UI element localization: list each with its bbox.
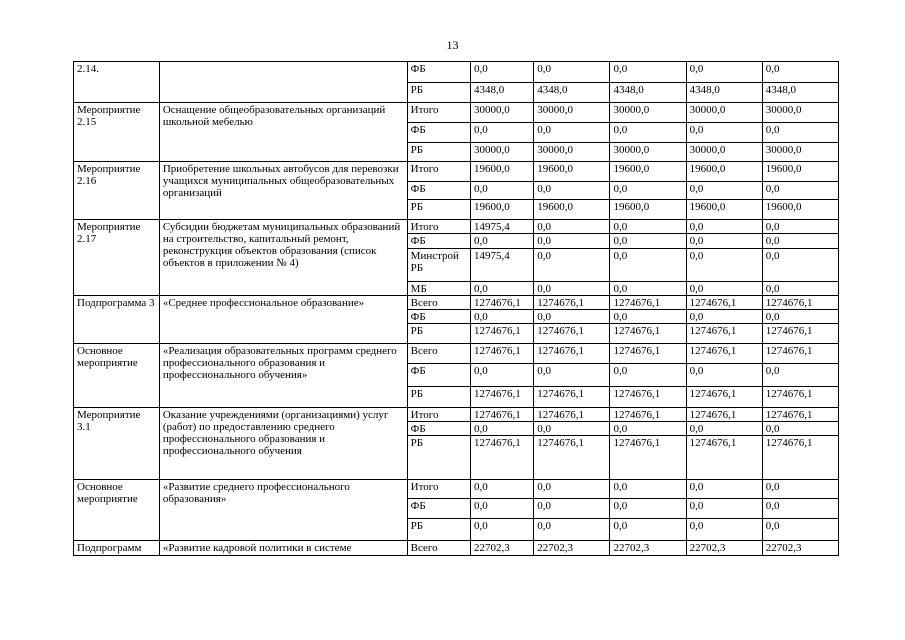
value-cell: 1274676,1 <box>686 296 762 310</box>
value-cell: 0,0 <box>762 249 838 282</box>
value-cell: 1274676,1 <box>470 408 533 422</box>
source-cell: Итого <box>407 162 470 182</box>
program-name-cell: «Реализация образовательных программ среднего профессионального образования и профессионального обучения» <box>159 344 407 408</box>
program-name-cell: «Развитие среднего профессионального образования» <box>159 480 407 541</box>
value-cell: 0,0 <box>686 249 762 282</box>
value-cell: 0,0 <box>610 422 686 436</box>
value-cell: 0,0 <box>686 62 762 83</box>
program-name-cell: «Среднее профессиональное образование» <box>159 296 407 344</box>
value-cell: 30000,0 <box>610 103 686 123</box>
value-cell: 0,0 <box>762 234 838 249</box>
value-cell: 1274676,1 <box>686 344 762 364</box>
value-cell: 1274676,1 <box>610 296 686 310</box>
value-cell: 1274676,1 <box>470 296 533 310</box>
source-cell: РБ <box>407 324 470 344</box>
value-cell: 22702,3 <box>470 541 533 556</box>
program-code-cell: Мероприятие 3.1 <box>74 408 160 480</box>
value-cell: 30000,0 <box>762 143 838 162</box>
value-cell: 0,0 <box>534 282 610 296</box>
value-cell: 22702,3 <box>610 541 686 556</box>
value-cell: 1274676,1 <box>762 344 838 364</box>
value-cell: 0,0 <box>610 123 686 143</box>
value-cell: 1274676,1 <box>762 324 838 344</box>
value-cell: 0,0 <box>610 62 686 83</box>
value-cell: 1274676,1 <box>534 408 610 422</box>
value-cell: 4348,0 <box>686 83 762 103</box>
value-cell: 0,0 <box>762 422 838 436</box>
value-cell: 0,0 <box>686 499 762 519</box>
source-cell: Всего <box>407 296 470 310</box>
source-cell: РБ <box>407 200 470 220</box>
value-cell: 1274676,1 <box>762 436 838 480</box>
value-cell: 0,0 <box>610 519 686 541</box>
value-cell: 0,0 <box>534 480 610 499</box>
value-cell: 0,0 <box>686 282 762 296</box>
source-cell: Итого <box>407 480 470 499</box>
value-cell: 4348,0 <box>610 83 686 103</box>
source-cell: ФБ <box>407 234 470 249</box>
value-cell: 14975,4 <box>470 249 533 282</box>
source-cell: ФБ <box>407 123 470 143</box>
source-cell: РБ <box>407 143 470 162</box>
value-cell: 1274676,1 <box>610 408 686 422</box>
program-name-cell: Оснащение общеобразовательных организаций школьной мебелью <box>159 103 407 162</box>
value-cell: 14975,4 <box>470 220 533 234</box>
value-cell: 4348,0 <box>470 83 533 103</box>
value-cell: 30000,0 <box>470 143 533 162</box>
value-cell: 0,0 <box>762 220 838 234</box>
value-cell: 1274676,1 <box>470 344 533 364</box>
value-cell: 1274676,1 <box>534 344 610 364</box>
value-cell: 30000,0 <box>534 143 610 162</box>
value-cell: 19600,0 <box>470 200 533 220</box>
value-cell: 0,0 <box>686 310 762 324</box>
value-cell: 0,0 <box>610 480 686 499</box>
source-cell: Всего <box>407 541 470 556</box>
value-cell: 19600,0 <box>610 200 686 220</box>
table-row <box>74 103 839 123</box>
value-cell: 0,0 <box>762 364 838 387</box>
value-cell: 0,0 <box>534 234 610 249</box>
value-cell: 1274676,1 <box>762 408 838 422</box>
value-cell: 0,0 <box>686 480 762 499</box>
value-cell: 0,0 <box>762 123 838 143</box>
value-cell: 0,0 <box>470 310 533 324</box>
value-cell: 0,0 <box>762 499 838 519</box>
program-name-cell: Оказание учреждениями (организациями) услуг (работ) по предоставлению среднего профессионального образования и профессионального обучения <box>159 408 407 480</box>
value-cell: 0,0 <box>534 220 610 234</box>
program-code-cell: Подпрограмма 3 <box>74 296 160 344</box>
value-cell: 1274676,1 <box>686 408 762 422</box>
value-cell: 1274676,1 <box>470 324 533 344</box>
value-cell: 1274676,1 <box>610 324 686 344</box>
value-cell: 4348,0 <box>762 83 838 103</box>
source-cell: Итого <box>407 220 470 234</box>
budget-table <box>73 61 839 556</box>
program-code-cell: Подпрограмм <box>74 541 160 556</box>
program-name-cell: «Развитие кадровой политики в системе <box>159 541 407 556</box>
value-cell: 30000,0 <box>534 103 610 123</box>
value-cell: 0,0 <box>610 499 686 519</box>
value-cell: 0,0 <box>686 364 762 387</box>
value-cell: 1274676,1 <box>534 296 610 310</box>
value-cell: 0,0 <box>534 364 610 387</box>
value-cell: 0,0 <box>470 234 533 249</box>
value-cell: 0,0 <box>610 182 686 200</box>
value-cell: 0,0 <box>534 123 610 143</box>
page-number: 13 <box>446 38 459 52</box>
value-cell: 0,0 <box>762 480 838 499</box>
source-cell: ФБ <box>407 182 470 200</box>
value-cell: 30000,0 <box>686 103 762 123</box>
value-cell: 19600,0 <box>762 162 838 182</box>
value-cell: 0,0 <box>686 123 762 143</box>
value-cell: 0,0 <box>470 62 533 83</box>
value-cell: 1274676,1 <box>686 387 762 408</box>
value-cell: 0,0 <box>470 422 533 436</box>
source-cell: Всего <box>407 344 470 364</box>
value-cell: 0,0 <box>610 364 686 387</box>
source-cell: ФБ <box>407 310 470 324</box>
value-cell: 1274676,1 <box>686 436 762 480</box>
value-cell: 1274676,1 <box>610 387 686 408</box>
value-cell: 19600,0 <box>470 162 533 182</box>
source-cell: МБ <box>407 282 470 296</box>
value-cell: 0,0 <box>686 234 762 249</box>
value-cell: 19600,0 <box>686 162 762 182</box>
value-cell: 1274676,1 <box>534 324 610 344</box>
value-cell: 1274676,1 <box>534 436 610 480</box>
value-cell: 30000,0 <box>610 143 686 162</box>
value-cell: 0,0 <box>762 182 838 200</box>
value-cell: 0,0 <box>610 249 686 282</box>
source-cell: ФБ <box>407 422 470 436</box>
value-cell: 0,0 <box>534 249 610 282</box>
value-cell: 0,0 <box>762 310 838 324</box>
value-cell: 1274676,1 <box>610 344 686 364</box>
program-code-cell: Мероприятие 2.15 <box>74 103 160 162</box>
value-cell: 19600,0 <box>686 200 762 220</box>
value-cell: 0,0 <box>534 422 610 436</box>
table-row <box>74 408 839 422</box>
value-cell: 0,0 <box>762 282 838 296</box>
value-cell: 0,0 <box>470 499 533 519</box>
program-code-cell: 2.14. <box>74 62 160 103</box>
value-cell: 0,0 <box>534 499 610 519</box>
value-cell: 0,0 <box>610 310 686 324</box>
table-row <box>74 344 839 364</box>
value-cell: 0,0 <box>470 480 533 499</box>
value-cell: 0,0 <box>470 182 533 200</box>
value-cell: 0,0 <box>686 422 762 436</box>
value-cell: 0,0 <box>762 62 838 83</box>
value-cell: 22702,3 <box>686 541 762 556</box>
value-cell: 1274676,1 <box>686 324 762 344</box>
value-cell: 22702,3 <box>762 541 838 556</box>
table-row <box>74 220 839 234</box>
value-cell: 1274676,1 <box>762 387 838 408</box>
program-code-cell: Мероприятие 2.16 <box>74 162 160 220</box>
program-name-cell <box>159 62 407 103</box>
source-cell: Итого <box>407 103 470 123</box>
source-cell: РБ <box>407 387 470 408</box>
value-cell: 1274676,1 <box>610 436 686 480</box>
table-row <box>74 62 839 83</box>
value-cell: 19600,0 <box>762 200 838 220</box>
source-cell: РБ <box>407 83 470 103</box>
value-cell: 0,0 <box>762 519 838 541</box>
value-cell: 0,0 <box>610 234 686 249</box>
program-code-cell: Основное мероприятие <box>74 344 160 408</box>
value-cell: 0,0 <box>470 364 533 387</box>
value-cell: 0,0 <box>534 310 610 324</box>
program-name-cell: Приобретение школьных автобусов для перевозки учащихся муниципальных общеобразовательных организаций <box>159 162 407 220</box>
value-cell: 0,0 <box>534 62 610 83</box>
source-cell: Минстрой РБ <box>407 249 470 282</box>
value-cell: 0,0 <box>470 282 533 296</box>
value-cell: 1274676,1 <box>470 436 533 480</box>
source-cell: Итого <box>407 408 470 422</box>
value-cell: 0,0 <box>534 182 610 200</box>
value-cell: 0,0 <box>610 220 686 234</box>
value-cell: 0,0 <box>686 182 762 200</box>
program-code-cell: Мероприятие 2.17 <box>74 220 160 296</box>
value-cell: 0,0 <box>686 220 762 234</box>
value-cell: 0,0 <box>686 519 762 541</box>
value-cell: 1274676,1 <box>470 387 533 408</box>
source-cell: РБ <box>407 436 470 480</box>
value-cell: 30000,0 <box>686 143 762 162</box>
program-name-cell: Субсидии бюджетам муниципальных образований на строительство, капитальный ремонт, реконструкция объектов образования (список объектов в приложении № 4) <box>159 220 407 296</box>
table-row <box>74 162 839 182</box>
value-cell: 0,0 <box>534 519 610 541</box>
value-cell: 1274676,1 <box>762 296 838 310</box>
source-cell: РБ <box>407 519 470 541</box>
value-cell: 30000,0 <box>470 103 533 123</box>
value-cell: 0,0 <box>470 123 533 143</box>
value-cell: 19600,0 <box>534 162 610 182</box>
value-cell: 19600,0 <box>534 200 610 220</box>
program-code-cell: Основное мероприятие <box>74 480 160 541</box>
source-cell: ФБ <box>407 364 470 387</box>
value-cell: 30000,0 <box>762 103 838 123</box>
value-cell: 22702,3 <box>534 541 610 556</box>
table-row <box>74 541 839 556</box>
value-cell: 1274676,1 <box>534 387 610 408</box>
value-cell: 19600,0 <box>610 162 686 182</box>
value-cell: 0,0 <box>610 282 686 296</box>
source-cell: ФБ <box>407 499 470 519</box>
source-cell: ФБ <box>407 62 470 83</box>
value-cell: 0,0 <box>470 519 533 541</box>
value-cell: 4348,0 <box>534 83 610 103</box>
table-row <box>74 480 839 499</box>
table-row <box>74 296 839 310</box>
